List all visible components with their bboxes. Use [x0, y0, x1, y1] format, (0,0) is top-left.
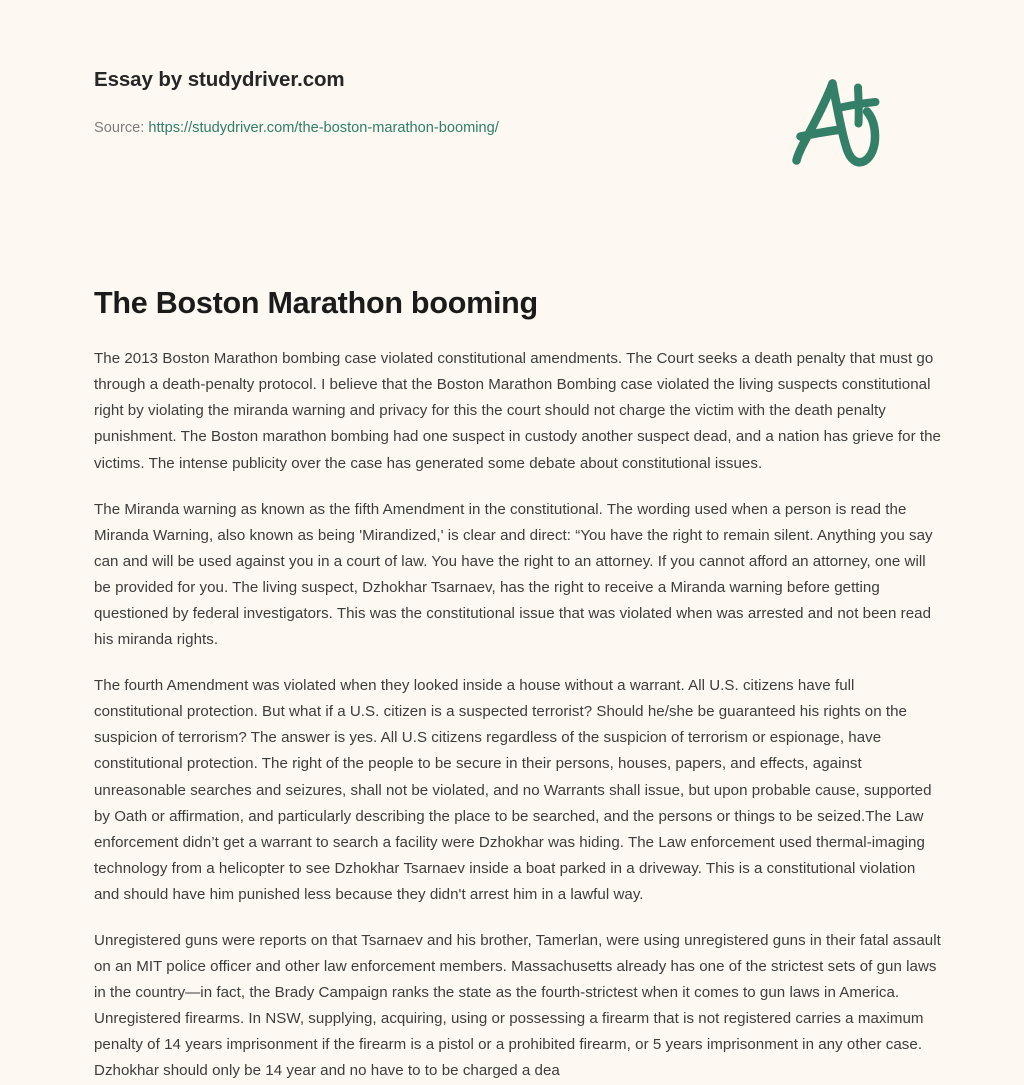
source-label: Source: — [94, 119, 145, 136]
essay-article — [0, 188, 1024, 1085]
source-url-link[interactable]: https://studydriver.com/the-boston-marathon-booming/ — [148, 119, 499, 136]
essay-paragraph: The Miranda warning as known as the fifth Amendment in the constitutional. The wording used when a person is read the Miranda Warning, also known as being 'Mirandized,' is clear and direct: “You have the right to remain silent. Anything you say can and will be used against you in a court of law. You have the right to an attorney. If you cannot afford an attorney, one will be provided for you. The living suspect, Dzhokhar Tsarnaev, has the right to receive a Miranda warning before getting questioned by federal investigators. This was the constitutional issue that was violated when was arrested and not been read his miranda rights. — [94, 500, 933, 649]
source-line — [94, 119, 499, 138]
a-plus-icon — [774, 60, 902, 188]
essay-paragraph: Unregistered guns were reports on that Tsarnaev and his brother, Tamerlan, were using unregistered guns in their fatal assault on an MIT police officer and other law enforcement members. Massachusetts already has one of the strictest sets of gun laws in the country—in fact, the Brady Campaign ranks the state as the fourth-strictest when it comes to gun laws in America. Unregistered firearms. In NSW, supplying, acquiring, using or possessing a firearm that is not registered carries a maximum penalty of 14 years imprisonment if the firearm is a pistol or a prohibited firearm, or 5 years imprisonment in any other case. Dzhokhar should only be 14 year and no have to to be charged a dea — [94, 932, 941, 1080]
page-header — [0, 0, 1024, 188]
page-title: The Boston Marathon booming — [94, 286, 538, 320]
essay-body — [94, 346, 944, 1084]
studydriver-logo[interactable] — [774, 60, 902, 188]
essay-paragraph: The fourth Amendment was violated when they looked inside a house without a warrant. All U.S. citizens have full constitutional protection. But what if a U.S. citizen is a suspected terrorist? Should he/she be guaranteed his rights on the suspicion of terrorism? The answer is yes. All U.S citizens regardless of the suspicion of terrorism or espionage, have constitutional protection. The right of the people to be secure in their persons, houses, papers, and effects, against unreasonable searches and seizures, shall not be violated, and no Warrants shall issue, but upon probable cause, supported by Oath or affirmation, and particularly describing the place to be searched, and the persons or things to be seized.The Law enforcement didn’t get a warrant to search a facility were Dzhokhar was hiding. The Law enforcement used thermal-imaging technology from a helicopter to see Dzhokhar Tsarnaev inside a boat parked in a driveway. This is a constitutional violation and should have him punished less because they didn't arrest him in a lawful way. — [94, 677, 932, 903]
essay-byline: Essay by studydriver.com — [94, 68, 345, 91]
essay-paragraph: The 2013 Boston Marathon bombing case violated constitutional amendments. The Court seeks a death penalty that must go through a death-penalty protocol. I believe that the Boston Marathon Bombing case violated the living suspects constitutional right by violating the miranda warning and privacy for this the court should not charge the victim with the death penalty punishment. The Boston marathon bombing had one suspect in custody another suspect dead, and a nation has grieve for the victims. The intense publicity over the case has generated some debate about constitutional issues. — [94, 350, 941, 472]
header-meta — [94, 66, 499, 138]
